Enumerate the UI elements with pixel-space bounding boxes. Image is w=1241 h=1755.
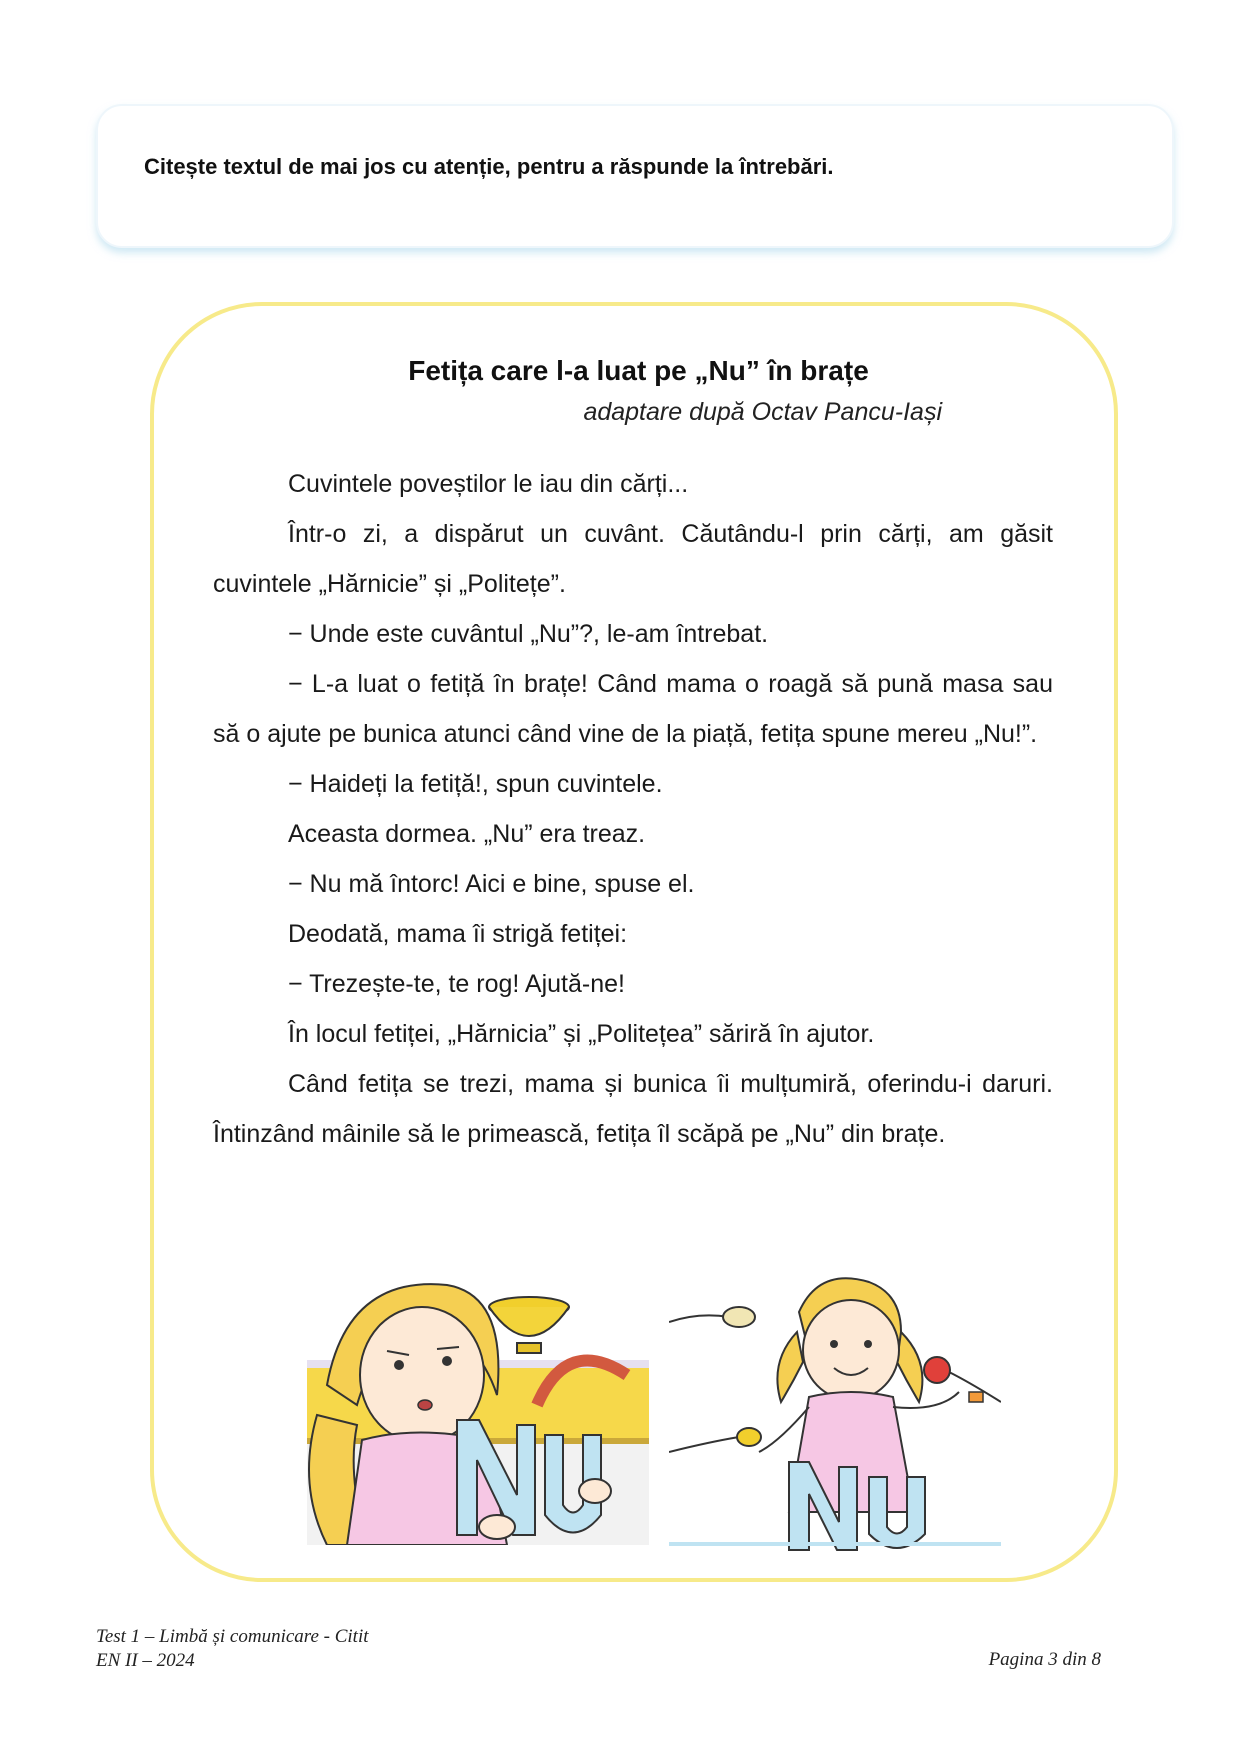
footer-test-title: Test 1 – Limbă și comunicare - Citit — [96, 1626, 369, 1647]
footer-exam-year: EN II – 2024 — [96, 1650, 195, 1671]
story-paragraph: Într-o zi, a dispărut un cuvânt. Căutându-l prin cărți, am găsit cuvintele „Hărnicie” și „Politețe”. — [213, 520, 1053, 598]
illustration-girl-holding-nu-drawing — [307, 1265, 649, 1545]
story-paragraph: În locul fetiței, „Hărnicia” și „Politețea” săriră în ajutor. — [288, 1020, 875, 1048]
story-paragraph: − Nu mă întorc! Aici e bine, spuse el. — [288, 870, 695, 898]
story-paragraph: − Unde este cuvântul „Nu”?, le-am întrebat. — [288, 620, 769, 648]
story-paragraph: Deodată, mama îi strigă fetiței: — [288, 920, 628, 948]
story-subtitle: adaptare după Octav Pancu-Iași — [583, 398, 942, 426]
story-title-text: Fetița care l-a luat pe „Nu” în brațe — [408, 355, 869, 386]
story-paragraph: Aceasta dormea. „Nu” era treaz. — [288, 820, 646, 848]
story-paragraph: − L-a luat o fetiță în brațe! Când mama o roagă să pună masa sau să o ajute pe bunica atunci când vine de la piață, fetița spune mereu „Nu!”. — [213, 670, 1053, 748]
footer-test-info — [96, 1625, 369, 1673]
story-title — [0, 355, 1241, 387]
footer-page-number: Pagina 3 din 8 — [988, 1649, 1101, 1670]
story-paragraph: − Trezește-te, te rog! Ajută-ne! — [288, 970, 625, 998]
illustration-girl-holding-nu — [307, 1265, 649, 1545]
story-paragraph: Cuvintele poveștilor le iau din cărți... — [288, 470, 689, 498]
instruction-text: Citește textul de mai jos cu atenție, pentru a răspunde la întrebări. — [144, 154, 834, 179]
instruction-box — [96, 104, 1174, 248]
illustration-girl-dropping-nu — [669, 1272, 1001, 1552]
illustration-girl-dropping-nu-drawing — [669, 1272, 1001, 1552]
story-body — [213, 459, 1053, 1159]
story-paragraph: Când fetița se trezi, mama și bunica îi mulțumiră, oferindu-i daruri. Întinzând mâinile să le primească, fetița îl scăpă pe „Nu” din brațe. — [213, 1070, 1053, 1148]
story-paragraph: − Haideți la fetiță!, spun cuvintele. — [288, 770, 663, 798]
